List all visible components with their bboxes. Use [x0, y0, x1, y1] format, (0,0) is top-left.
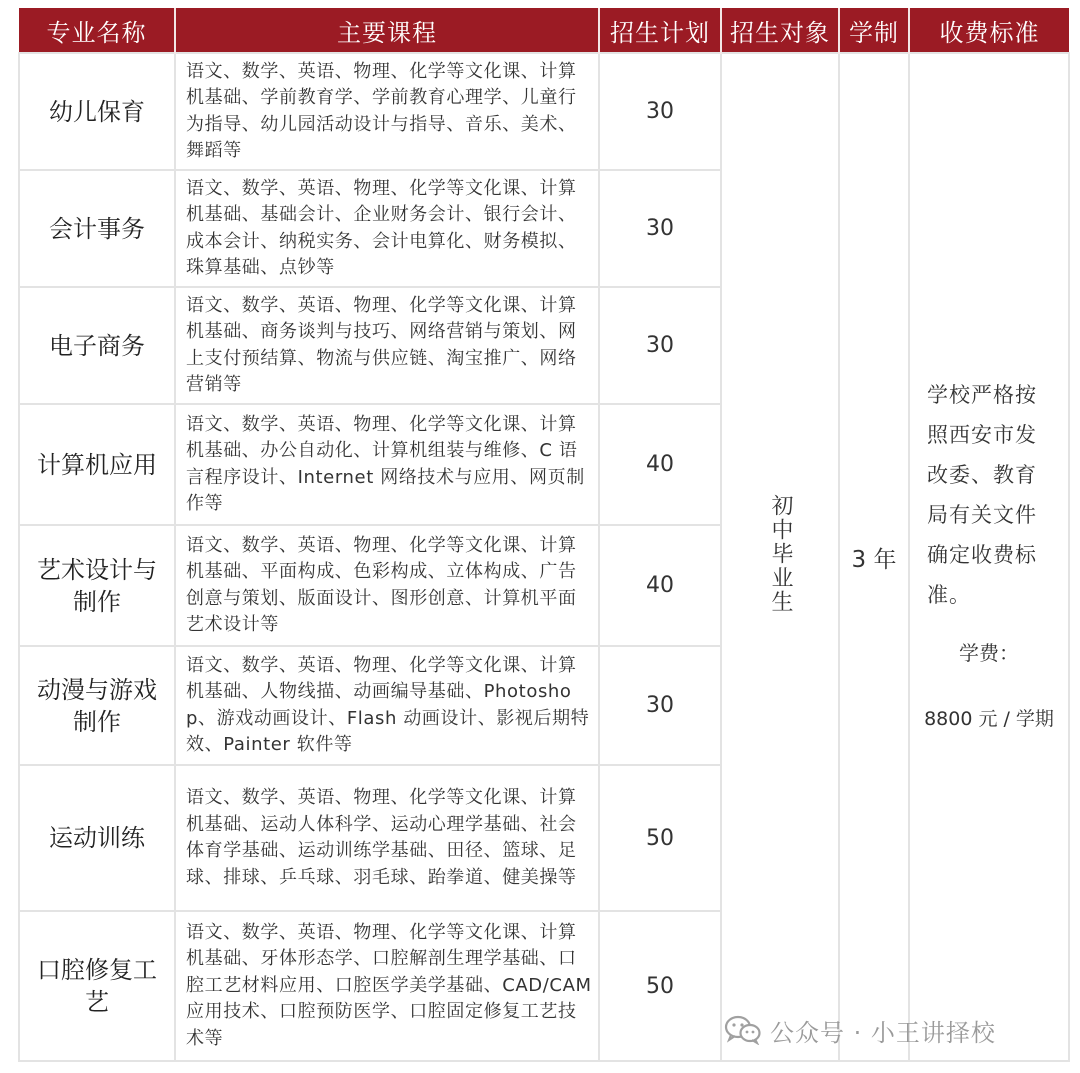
- major-name: 电子商务: [19, 287, 175, 404]
- enrollment-table: [18, 8, 1070, 1062]
- course-list: 语文、数学、英语、物理、化学等文化课、计算机基础、商务谈判与技巧、网络营销与策划、网上支付预结算、物流与供应链、淘宝推广、网络营销等: [175, 287, 599, 404]
- tuition-label: 学费：: [959, 641, 1019, 665]
- enrollment-table-container: [18, 8, 1068, 1062]
- table-row: [19, 53, 1069, 170]
- fee-standard: [909, 53, 1069, 1061]
- header-duration: 学制: [839, 8, 909, 53]
- header-fee: 收费标准: [909, 8, 1069, 53]
- major-name: 艺术设计与制作: [19, 525, 175, 646]
- header-row: [19, 8, 1069, 53]
- header-courses: 主要课程: [175, 8, 599, 53]
- enrollment-plan: 30: [599, 646, 721, 765]
- wechat-icon: [724, 1015, 762, 1045]
- header-plan: 招生计划: [599, 8, 721, 53]
- enrollment-plan: 40: [599, 404, 721, 525]
- fee-description: 学校严格按照西安市发改委、教育局有关文件确定收费标准。: [927, 383, 1037, 607]
- enrollment-plan: 50: [599, 911, 721, 1061]
- course-list: 语文、数学、英语、物理、化学等文化课、计算机基础、运动人体科学、运动心理学基础、社会体育学基础、运动训练学基础、田径、篮球、足球、排球、乒乓球、羽毛球、跆拳道、健美操等: [175, 765, 599, 911]
- enrollment-plan: 30: [599, 53, 721, 170]
- major-name: 动漫与游戏制作: [19, 646, 175, 765]
- major-name: 幼儿保育: [19, 53, 175, 170]
- header-target: 招生对象: [721, 8, 839, 53]
- enrollment-plan: 40: [599, 525, 721, 646]
- enrollment-plan: 30: [599, 170, 721, 287]
- watermark: [724, 1010, 996, 1050]
- header-major: 专业名称: [19, 8, 175, 53]
- course-list: 语文、数学、英语、物理、化学等文化课、计算机基础、平面构成、色彩构成、立体构成、广告创意与策划、版面设计、图形创意、计算机平面艺术设计等: [175, 525, 599, 646]
- enrollment-target-text: 初中毕业生: [768, 494, 793, 614]
- course-list: 语文、数学、英语、物理、化学等文化课、计算机基础、基础会计、企业财务会计、银行会计、成本会计、纳税实务、会计电算化、财务模拟、珠算基础、点钞等: [175, 170, 599, 287]
- course-list: 语文、数学、英语、物理、化学等文化课、计算机基础、办公自动化、计算机组装与维修、C 语言程序设计、Internet 网络技术与应用、网页制作等: [175, 404, 599, 525]
- enrollment-target: [721, 53, 839, 1061]
- course-list: 语文、数学、英语、物理、化学等文化课、计算机基础、学前教育学、学前教育心理学、儿童行为指导、幼儿园活动设计与指导、音乐、美术、舞蹈等: [175, 53, 599, 170]
- tuition-amount: 8800 元 / 学期: [924, 708, 1054, 730]
- major-name: 会计事务: [19, 170, 175, 287]
- watermark-text: 公众号 · 小王讲择校: [770, 1018, 996, 1047]
- enrollment-plan: 30: [599, 287, 721, 404]
- major-name: 计算机应用: [19, 404, 175, 525]
- study-duration: 3 年: [839, 53, 909, 1061]
- major-name: 运动训练: [19, 765, 175, 911]
- course-list: 语文、数学、英语、物理、化学等文化课、计算机基础、人物线描、动画编导基础、Photoshop、游戏动画设计、Flash 动画设计、影视后期特效、Painter 软件等: [175, 646, 599, 765]
- course-list: 语文、数学、英语、物理、化学等文化课、计算机基础、牙体形态学、口腔解剖生理学基础、口腔工艺材料应用、口腔医学美学基础、CAD/CAM 应用技术、口腔预防医学、口腔固定修复工艺技术等: [175, 911, 599, 1061]
- major-name: 口腔修复工艺: [19, 911, 175, 1061]
- enrollment-plan: 50: [599, 765, 721, 911]
